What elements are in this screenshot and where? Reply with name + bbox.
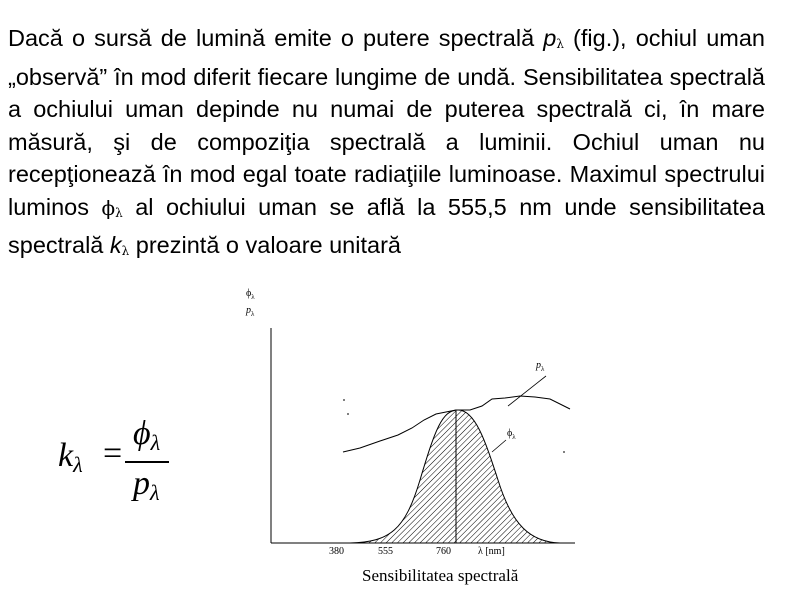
formula-equals: = (103, 435, 123, 472)
symbol-phi: ϕ (101, 195, 116, 220)
symbol-k-subscript: λ (121, 244, 130, 258)
phi-curve-area (350, 410, 560, 543)
symbol-k: k (109, 232, 122, 258)
p-curve-label: $p_\lambda$ (536, 360, 545, 373)
chart-drawing (230, 280, 600, 590)
phi-curve-label: $\phi_\lambda$ (507, 428, 516, 441)
formula-numerator: $\phi_\lambda$ (133, 415, 161, 455)
x-tick-555: 555 (378, 546, 393, 557)
paragraph-text-1: Dacă o sursă de lumină emite o putere spectrală (8, 25, 544, 51)
symbol-p: p (543, 25, 557, 51)
y-axis-label-phi: $\phi_\lambda$ (246, 288, 255, 301)
fraction-bar (125, 461, 169, 463)
x-axis-unit: λ [nm] (478, 546, 505, 557)
x-tick-380: 380 (329, 546, 344, 557)
intro-paragraph (8, 22, 765, 268)
p-pointer (508, 376, 546, 406)
symbol-p-subscript: λ (556, 37, 564, 51)
y-axis-label-p: $p_\lambda$ (246, 305, 255, 318)
formula-lhs: $k_\lambda$ (58, 437, 83, 477)
paragraph-text-2: (fig.), ochiul uman „observă” în mod diferit fiecare lungime de undă. Sensibilitatea spectrală a ochiului uman depinde nu numai de puterea spectrală ci, în mare măsură, şi de compoziţia spectrală a luminii. Ochiul uman nu recepţionează în mod egal toate radiaţiile luminoase. Maximul spectrului luminos (8, 25, 765, 220)
phi-pointer (492, 440, 506, 452)
formula-denominator: $p_\lambda$ (133, 465, 160, 505)
symbol-phi-subscript: λ (115, 205, 123, 220)
sensitivity-formula (58, 415, 178, 515)
chart-caption: Sensibilitatea spectrală (362, 566, 519, 585)
paragraph-text-3: al ochiului uman se află la 555,5 nm unde sensibilitatea spectrală (8, 193, 765, 258)
paragraph-text-4: prezintă o valoare unitară (129, 232, 401, 258)
spectral-sensitivity-chart (230, 280, 600, 590)
x-tick-760: 760 (436, 546, 451, 557)
